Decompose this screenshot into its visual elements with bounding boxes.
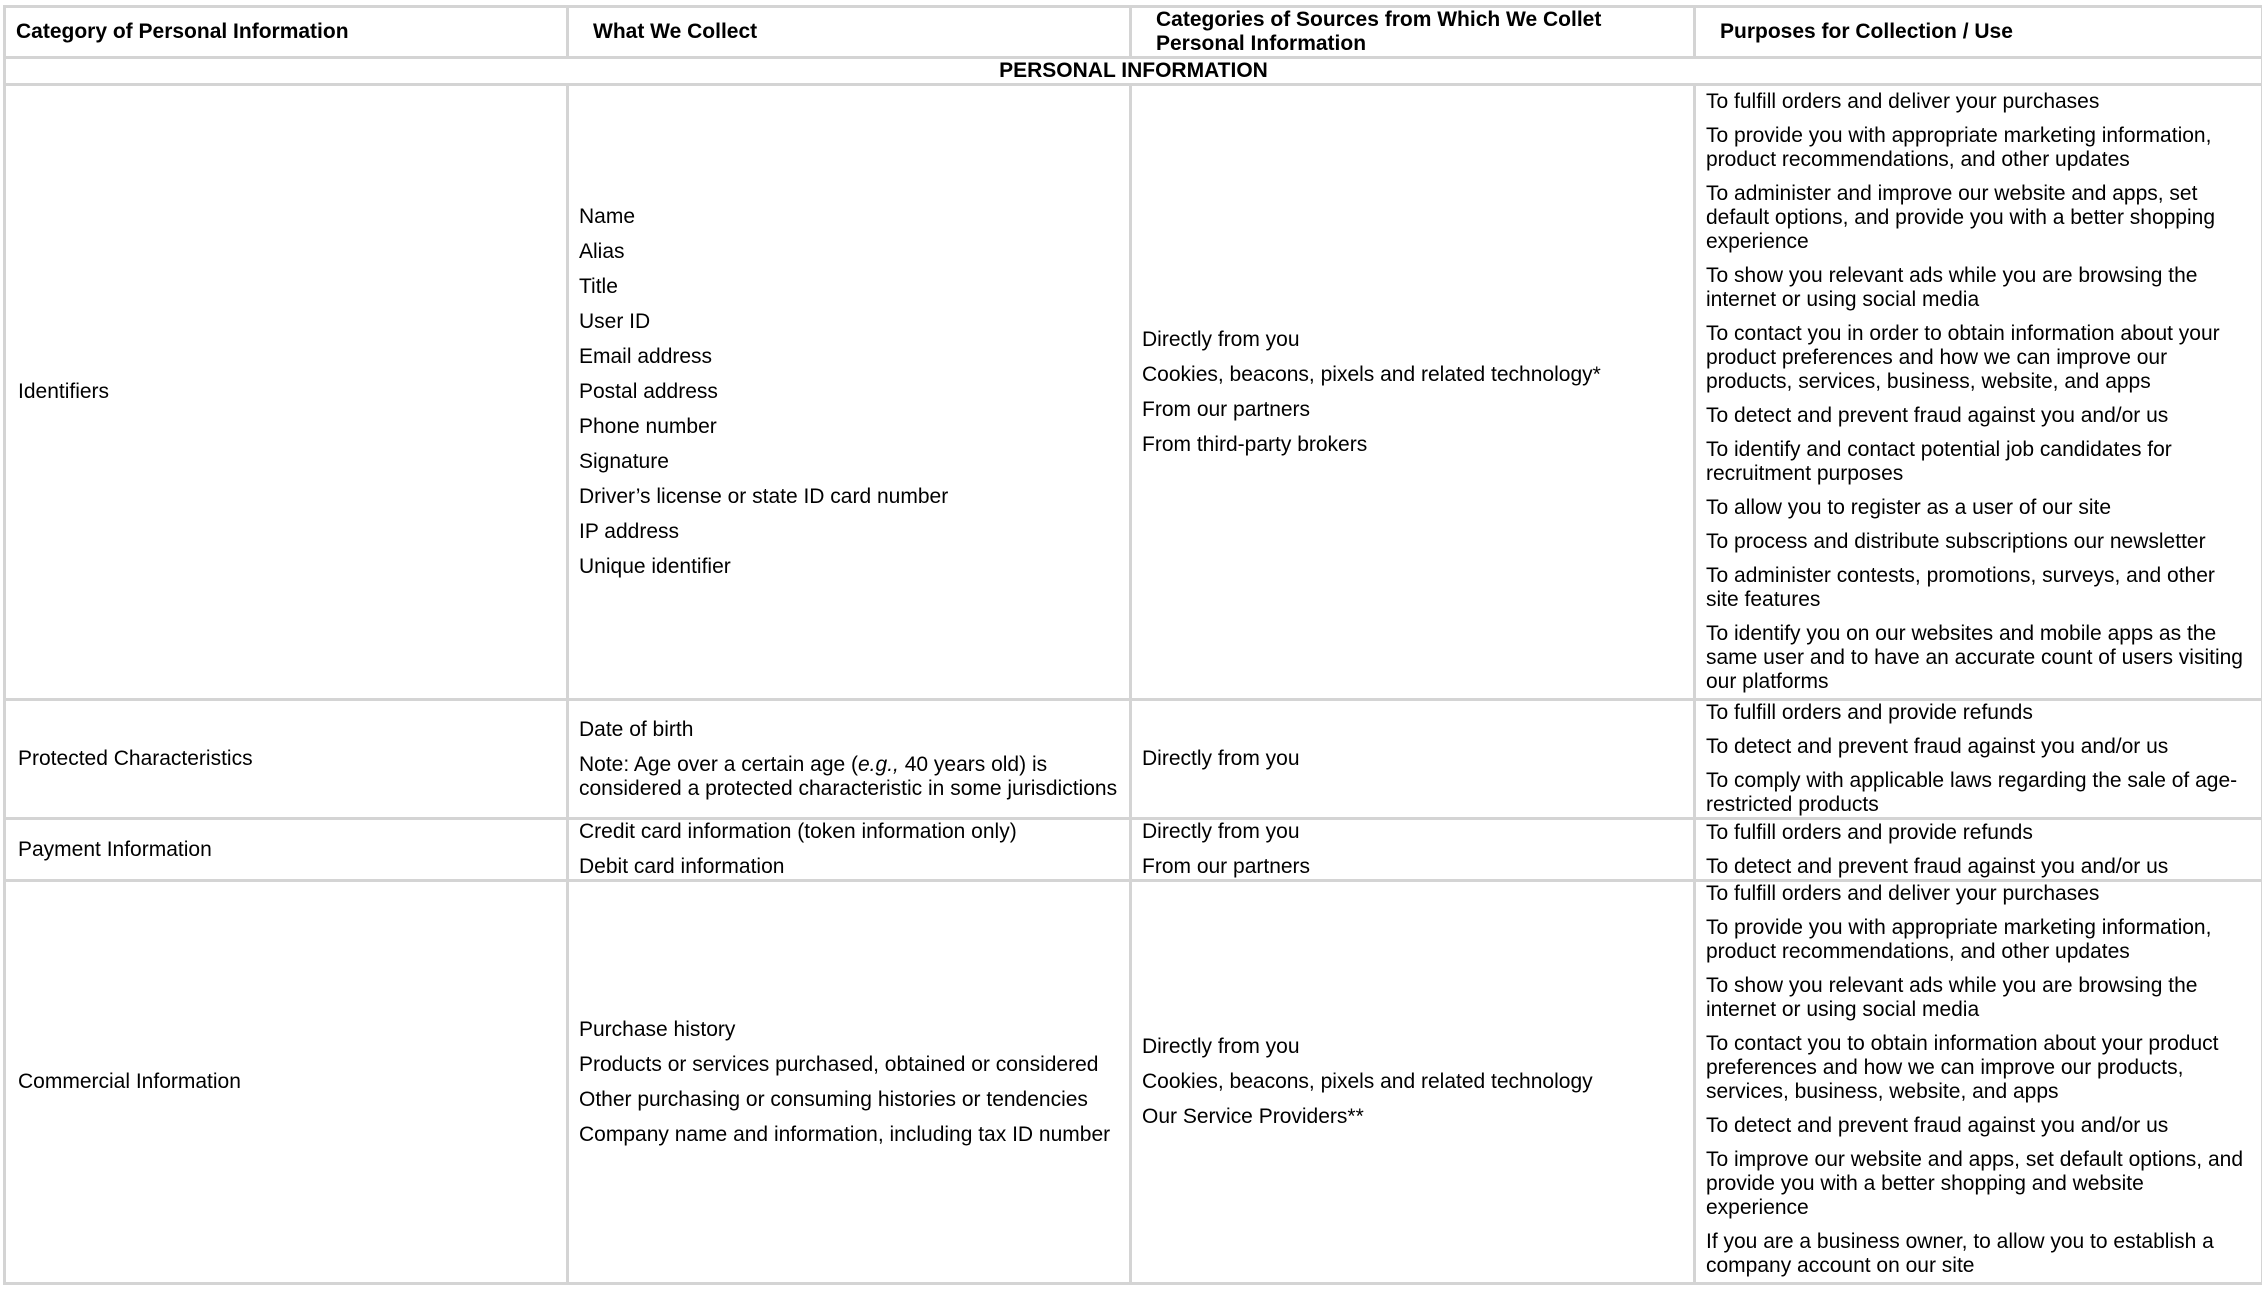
list-item: Directly from you xyxy=(1142,1035,1683,1059)
purposes-list xyxy=(1706,701,2247,817)
purposes-cell xyxy=(1695,819,2262,881)
personal-information-table xyxy=(3,5,2262,1285)
collect-cell xyxy=(568,819,1131,881)
list-item: Signature xyxy=(579,450,1119,474)
list-item: Alias xyxy=(579,240,1119,264)
list-item: Cookies, beacons, pixels and related technology* xyxy=(1142,363,1683,387)
list-item: Directly from you xyxy=(1142,820,1683,844)
note-item xyxy=(579,753,1119,801)
purposes-list xyxy=(1706,882,2247,1278)
list-item: To detect and prevent fraud against you and/or us xyxy=(1706,855,2247,879)
list-item: To comply with applicable laws regarding the sale of age-restricted products xyxy=(1706,769,2247,817)
list-item: To allow you to register as a user of our site xyxy=(1706,496,2247,520)
list-item: From third-party brokers xyxy=(1142,433,1683,457)
list-item: To improve our website and apps, set default options, and provide you with a better shopping and website experience xyxy=(1706,1148,2247,1220)
table-row-identifiers xyxy=(5,85,2262,700)
list-item: To identify and contact potential job candidates for recruitment purposes xyxy=(1706,438,2247,486)
list-item: To show you relevant ads while you are browsing the internet or using social media xyxy=(1706,264,2247,312)
list-item: To detect and prevent fraud against you and/or us xyxy=(1706,1114,2247,1138)
list-item: Purchase history xyxy=(579,1018,1119,1042)
list-item: To contact you in order to obtain information about your product preferences and how we can improve our products, services, business, website, and apps xyxy=(1706,322,2247,394)
list-item: Other purchasing or consuming histories or tendencies xyxy=(579,1088,1119,1112)
list-item: To fulfill orders and deliver your purchases xyxy=(1706,90,2247,114)
list-item: Credit card information (token information only) xyxy=(579,820,1119,844)
collect-list xyxy=(579,820,1119,879)
list-item: To fulfill orders and provide refunds xyxy=(1706,701,2247,725)
list-item: To show you relevant ads while you are browsing the internet or using social media xyxy=(1706,974,2247,1022)
header-category: Category of Personal Information xyxy=(5,7,568,58)
sources-cell xyxy=(1131,819,1695,881)
table-row-payment-information xyxy=(5,819,2262,881)
list-item: If you are a business owner, to allow you to establish a company account on our site xyxy=(1706,1230,2247,1278)
list-item: Directly from you xyxy=(1142,747,1683,771)
category-cell: Payment Information xyxy=(5,819,568,881)
note-eg: e.g., xyxy=(858,753,899,776)
list-item: Email address xyxy=(579,345,1119,369)
list-item: Cookies, beacons, pixels and related technology xyxy=(1142,1070,1683,1094)
sources-list xyxy=(1142,820,1683,879)
list-item: Driver’s license or state ID card number xyxy=(579,485,1119,509)
list-item: To identify you on our websites and mobile apps as the same user and to have an accurate count of users visiting our platforms xyxy=(1706,622,2247,694)
list-item: To fulfill orders and deliver your purchases xyxy=(1706,882,2247,906)
list-item: Unique identifier xyxy=(579,555,1119,579)
list-item: Our Service Providers** xyxy=(1142,1105,1683,1129)
list-item: Title xyxy=(579,275,1119,299)
sources-cell xyxy=(1131,85,1695,700)
category-cell: Commercial Information xyxy=(5,881,568,1284)
list-item: Products or services purchased, obtained or considered xyxy=(579,1053,1119,1077)
list-item: From our partners xyxy=(1142,855,1683,879)
list-item: Directly from you xyxy=(1142,328,1683,352)
list-item: To provide you with appropriate marketing information, product recommendations, and other updates xyxy=(1706,916,2247,964)
list-item: Company name and information, including tax ID number xyxy=(579,1123,1119,1147)
list-item: Postal address xyxy=(579,380,1119,404)
purposes-list xyxy=(1706,90,2247,694)
section-row xyxy=(5,58,2262,85)
list-item: Phone number xyxy=(579,415,1119,439)
category-cell: Protected Characteristics xyxy=(5,700,568,819)
collect-cell xyxy=(568,700,1131,819)
table-row-commercial-information xyxy=(5,881,2262,1284)
list-item: User ID xyxy=(579,310,1119,334)
section-title: PERSONAL INFORMATION xyxy=(5,58,2262,85)
list-item: From our partners xyxy=(1142,398,1683,422)
category-cell: Identifiers xyxy=(5,85,568,700)
sources-cell xyxy=(1131,881,1695,1284)
sources-list xyxy=(1142,1035,1683,1129)
list-item: To administer and improve our website and apps, set default options, and provide you with a better shopping experience xyxy=(1706,182,2247,254)
list-item: To fulfill orders and provide refunds xyxy=(1706,821,2247,845)
list-item: Date of birth xyxy=(579,718,1119,742)
note-prefix: Note: Age over a certain age ( xyxy=(579,753,858,776)
list-item: To detect and prevent fraud against you and/or us xyxy=(1706,735,2247,759)
note-suffix: 40 years old) is considered a protected characteristic in some jurisdictions xyxy=(579,753,1117,800)
header-what-we-collect: What We Collect xyxy=(568,7,1131,58)
purposes-cell xyxy=(1695,881,2262,1284)
collect-list xyxy=(579,205,1119,579)
list-item: To contact you to obtain information about your product preferences and how we can improve our products, services, business, website, and apps xyxy=(1706,1032,2247,1104)
sources-cell xyxy=(1131,700,1695,819)
list-item: To administer contests, promotions, surveys, and other site features xyxy=(1706,564,2247,612)
sources-list xyxy=(1142,747,1683,771)
list-item: To detect and prevent fraud against you and/or us xyxy=(1706,404,2247,428)
list-item: Debit card information xyxy=(579,855,1119,879)
collect-cell xyxy=(568,881,1131,1284)
header-row xyxy=(5,7,2262,58)
table-row-protected-characteristics xyxy=(5,700,2262,819)
sources-list xyxy=(1142,328,1683,457)
header-sources: Categories of Sources from Which We Collet Personal Information xyxy=(1131,7,1695,58)
list-item: To process and distribute subscriptions our newsletter xyxy=(1706,530,2247,554)
purposes-cell xyxy=(1695,85,2262,700)
collect-cell xyxy=(568,85,1131,700)
purposes-cell xyxy=(1695,700,2262,819)
header-purposes: Purposes for Collection / Use xyxy=(1695,7,2262,58)
list-item: IP address xyxy=(579,520,1119,544)
collect-list xyxy=(579,1018,1119,1147)
list-item: Name xyxy=(579,205,1119,229)
list-item: To provide you with appropriate marketing information, product recommendations, and other updates xyxy=(1706,124,2247,172)
collect-list xyxy=(579,718,1119,801)
purposes-list xyxy=(1706,821,2247,879)
